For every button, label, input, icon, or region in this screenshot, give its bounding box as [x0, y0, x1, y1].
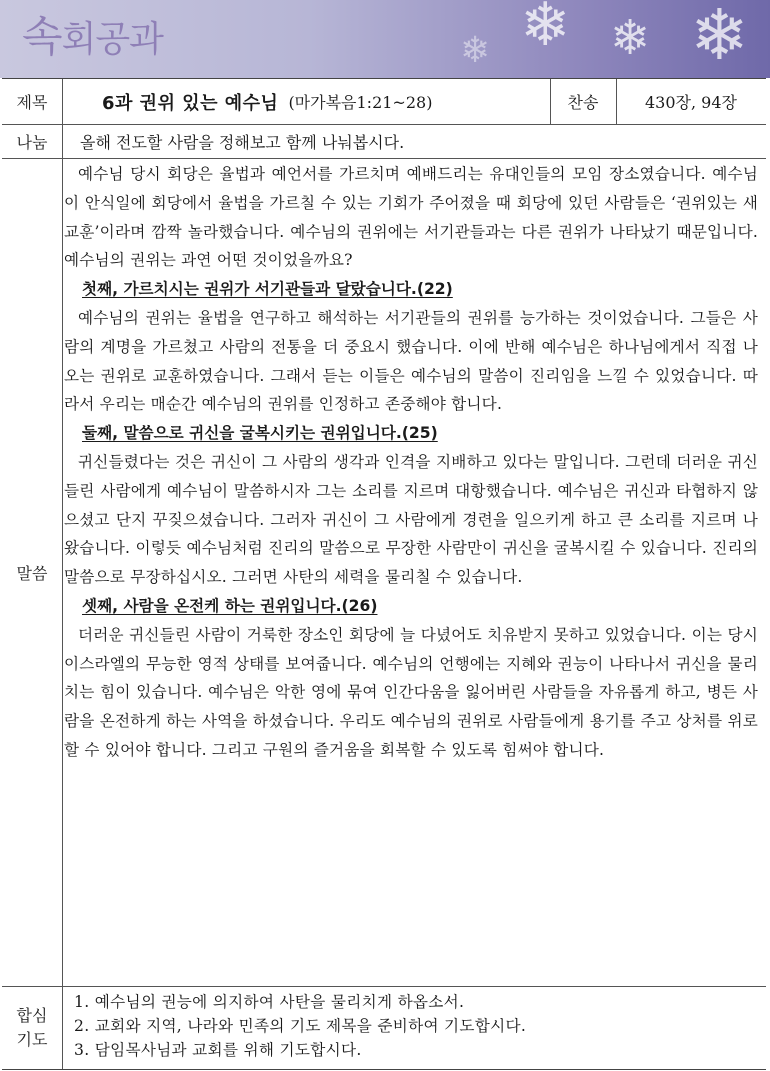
- title-cell: [62, 79, 551, 124]
- prayer-item: 3. 담임목사님과 교회를 위해 기도합시다.: [74, 1041, 362, 1059]
- snowflake-icon: ❄: [520, 0, 571, 60]
- scripture-reference: (마가복음1:21~28): [288, 93, 433, 112]
- point-paragraph: 귀신들렸다는 것은 귀신이 그 사람의 생각과 인격을 지배하고 있다는 말입니다. 그런데 더러운 귀신 들린 사람에게 예수님이 말씀하시자 그는 소리를 지르며 대항했습니다. 예수님은 귀신과 타협하지 않으셨고 단지 꾸짖으셨습니다. 그러자 귀신이 그 사람에게 경련을 일으키게 하고 큰 소리를 지르며 나왔습니다. 이렇듯 예수님처럼 진리의 말씀으로 무장한 사람만이 귀신을 굴복시킬 수 있습니다. 진리의 말씀으로 무장하십시오. 그러면 사탄의 세력을 물리칠 수 있습니다.: [64, 452, 758, 587]
- point-heading: 둘째, 말씀으로 귀신을 굴복시키는 권위입니다.(25): [82, 424, 438, 443]
- section-title-first: 속: [22, 12, 62, 61]
- lesson-table: [2, 78, 766, 1070]
- lesson-title: 6과 권위 있는 예수님: [102, 92, 279, 114]
- title-row: [2, 79, 766, 125]
- share-row: [2, 124, 766, 159]
- prayer-item: 2. 교회와 지역, 나라와 민족의 기도 제목을 준비하여 기도합시다.: [74, 1017, 527, 1035]
- word-row: [2, 158, 766, 987]
- prayer-list: [74, 990, 526, 1062]
- prayer-label-line2: 기도: [16, 1029, 48, 1049]
- snowflake-icon: ❄: [610, 10, 651, 66]
- share-label: 나눔: [2, 124, 63, 158]
- snowflake-icon: ❄: [690, 0, 749, 76]
- section-title-rest: 회공과: [61, 19, 163, 60]
- hymn-numbers: 430장, 94장: [645, 93, 737, 112]
- prayer-row: [2, 986, 766, 1069]
- title-label: 제목: [2, 79, 63, 124]
- point-heading: 셋째, 사람을 온전케 하는 권위입니다.(26): [82, 596, 378, 615]
- hymn-label: 찬송: [550, 79, 617, 124]
- section-title: [22, 4, 163, 64]
- point-paragraph: 더러운 귀신들린 사람이 거룩한 장소인 회당에 늘 다녔어도 치유받지 못하고 있었습니다. 이는 당시 이스라엘의 무능한 영적 상태를 보여줍니다. 예수님의 언행에는 지혜와 권능이 나타나서 귀신을 물리치는 힘이 있습니다. 예수님은 악한 영에 묶여 인간다움을 잃어버린 사람들을 자유롭게 하고, 병든 사람을 온전하게 하는 사역을 하셨습니다. 우리도 예수님의 권위로 사람들에게 용기를 주고 상처를 위로할 수 있어야 합니다. 그리고 구원의 즐거움을 회복할 수 있도록 힘써야 합니다.: [64, 625, 758, 759]
- word-label: 말씀: [2, 158, 63, 986]
- point-paragraph: 예수님의 권위는 율법을 연구하고 해석하는 서기관들의 권위를 능가하는 것이었습니다. 그들은 사람의 계명을 가르쳤고 사람의 전통을 더 중요시 했습니다. 이에 반해 예수님은 하나님에게서 직접 나오는 권위로 교훈하였습니다. 그래서 듣는 이들은 예수님의 말씀이 진리임을 느낄 수 있었습니다. 따라서 우리는 매순간 예수님의 권위를 인정하고 존중해야 합니다.: [64, 308, 758, 414]
- prayer-label: [2, 986, 63, 1069]
- point-heading: 첫째, 가르치시는 권위가 서기관들과 달랐습니다.(22): [82, 280, 453, 299]
- word-body: [64, 158, 758, 986]
- prayer-label-line1: 합심: [16, 1005, 48, 1025]
- share-text: 올해 전도할 사람을 정해보고 함께 나눠봅시다.: [80, 132, 405, 152]
- header-banner: [0, 0, 770, 78]
- prayer-item: 1. 예수님의 권능에 의지하여 사탄을 물리치게 하옵소서.: [74, 993, 465, 1011]
- intro-paragraph: 예수님 당시 회당은 율법과 예언서를 가르치며 예배드리는 유대인들의 모임 장소였습니다. 예수님이 안식일에 회당에서 율법을 가르칠 수 있는 기회가 주어졌을 때 회당에 있던 사람들은 ‘권위있는 새 교훈’이라며 깜짝 놀라했습니다. 예수님의 권위에는 서기관들과는 다른 권위가 나타났기 때문입니다. 예수님의 권위는 과연 어떤 것이었을까요?: [64, 165, 758, 270]
- snowflake-icon: ❄: [460, 30, 491, 71]
